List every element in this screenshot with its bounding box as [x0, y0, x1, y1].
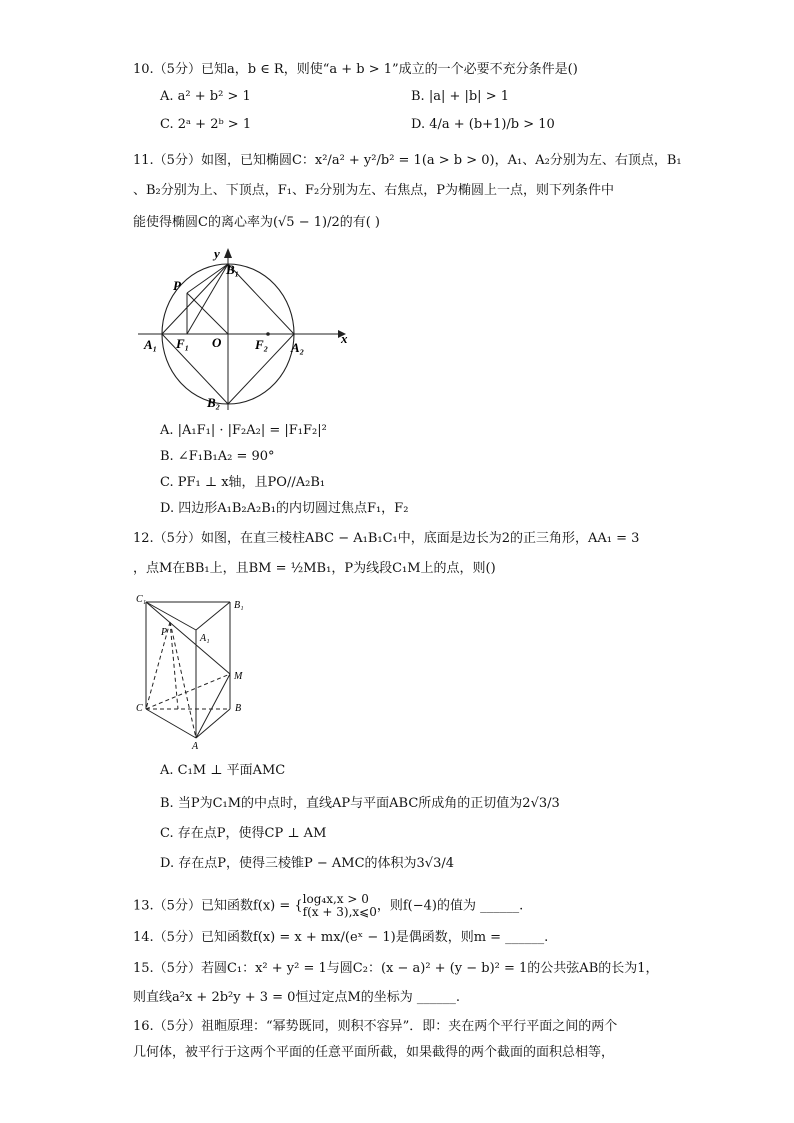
- question-10-stem: 10.（5分）已知a，b ∈ R，则使“a + b > 1”成立的一个必要不充分条件是(): [133, 62, 578, 77]
- label-b1: B₁: [226, 262, 240, 277]
- focus-f2-dot: [266, 332, 270, 336]
- question-12-stem-line1: 12.（5分）如图，在直三棱柱ABC − A₁B₁C₁中，底面是边长为2的正三角形，AA₁ = 3: [133, 531, 640, 546]
- question-12-option-b: B. 当P为C₁M的中点时，直线AP与平面ABC所成角的正切值为2√3/3: [160, 796, 560, 811]
- label-b2: B₂: [207, 395, 221, 410]
- prism-label-b1: B₁: [234, 600, 244, 611]
- question-14-stem: 14.（5分）已知函数f(x) = x + mx/(eˣ − 1)是偶函数，则m = ______.: [133, 930, 549, 945]
- label-o: O: [212, 335, 222, 350]
- label-p: P: [173, 278, 181, 293]
- question-16-stem-line2: 几何体，被平行于这两个平面的任意平面所截，如果截得的两个截面的面积总相等，: [133, 1045, 615, 1060]
- question-15-stem-line2: 则直线a²x + 2b²y + 3 = 0恒过定点M的坐标为 ______.: [133, 990, 461, 1005]
- question-11-option-a: A. |A₁F₁| · |F₂A₂| = |F₁F₂|²: [160, 423, 327, 438]
- prism-label-m: M: [234, 671, 243, 682]
- question-11-option-d: D. 四边形A₁B₂A₂B₁的内切圆过焦点F₁，F₂: [160, 501, 409, 516]
- question-11-stem-line2: 、B₂分别为上、下顶点，F₁、F₂分别为左、右焦点，P为椭圆上一点，则下列条件中: [133, 183, 614, 198]
- question-10-option-b: B. |a| + |b| > 1: [411, 89, 509, 104]
- y-axis-arrow: [224, 248, 232, 258]
- question-11-stem-line3: 能使得椭圆C的离心率为(√5 − 1)/2的有( ): [133, 215, 381, 230]
- label-a1: A₁: [144, 337, 158, 352]
- question-10-option-a: A. a² + b² > 1: [160, 89, 251, 104]
- question-15-stem-line1: 15.（5分）若圆C₁：x² + y² = 1与圆C₂：(x − a)² + (y − b)² = 1的公共弦AB的长为1，: [133, 961, 659, 976]
- question-12-option-a: A. C₁M ⊥ 平面AMC: [160, 763, 286, 778]
- question-10-option-c: C. 2ᵃ + 2ᵇ > 1: [160, 117, 252, 132]
- question-16-stem-line1: 16.（5分）祖暅原理：“幂势既同，则积不容异”．即：夹在两个平行平面之间的两个: [133, 1019, 618, 1034]
- prism-label-a: A: [192, 741, 199, 750]
- label-f2: F₂: [255, 337, 269, 352]
- question-11-stem-line1: 11.（5分）如图，已知椭圆C：x²/a² + y²/b² = 1(a > b > 0)，A₁、A₂分别为左、右顶点，B₁: [133, 153, 682, 168]
- question-11-option-b: B. ∠F₁B₁A₂ = 90°: [160, 449, 275, 464]
- question-13-case1: log₄x,x > 0: [302, 892, 369, 906]
- question-12-option-c: C. 存在点P，使得CP ⊥ AM: [160, 826, 327, 841]
- label-f1: F₁: [176, 336, 190, 351]
- question-12-option-d: D. 存在点P，使得三棱锥P − AMC的体积为3√3/4: [160, 856, 454, 871]
- prism-label-b: B: [235, 703, 242, 714]
- label-a2: A₂: [291, 340, 305, 355]
- prism-label-c: C: [136, 703, 143, 714]
- question-13-case2: f(x + 3),x⩽0: [302, 905, 377, 919]
- question-13-suffix: ，则f(−4)的值为 ______.: [376, 898, 524, 914]
- prism-label-c1: C₁: [136, 594, 147, 605]
- question-13-stem: [133, 893, 523, 919]
- prism-figure: [130, 590, 260, 750]
- ellipse-figure: [130, 240, 360, 415]
- question-11-option-c: C. PF₁ ⊥ x轴，且PO//A₂B₁: [160, 475, 326, 490]
- label-y: y: [214, 246, 220, 261]
- prism-label-p: P: [161, 627, 168, 638]
- segment-p-b1: [187, 264, 228, 293]
- label-x: x: [341, 331, 348, 346]
- question-12-stem-line2: ，点M在BB₁上，且BM = ½MB₁，P为线段C₁M上的点，则(): [133, 561, 496, 576]
- prism-label-a1: A₁: [200, 633, 210, 644]
- question-10-option-d: D. 4/a + (b+1)/b > 10: [411, 117, 555, 132]
- question-13-prefix: 13.（5分）已知函数f(x) = {: [133, 898, 303, 914]
